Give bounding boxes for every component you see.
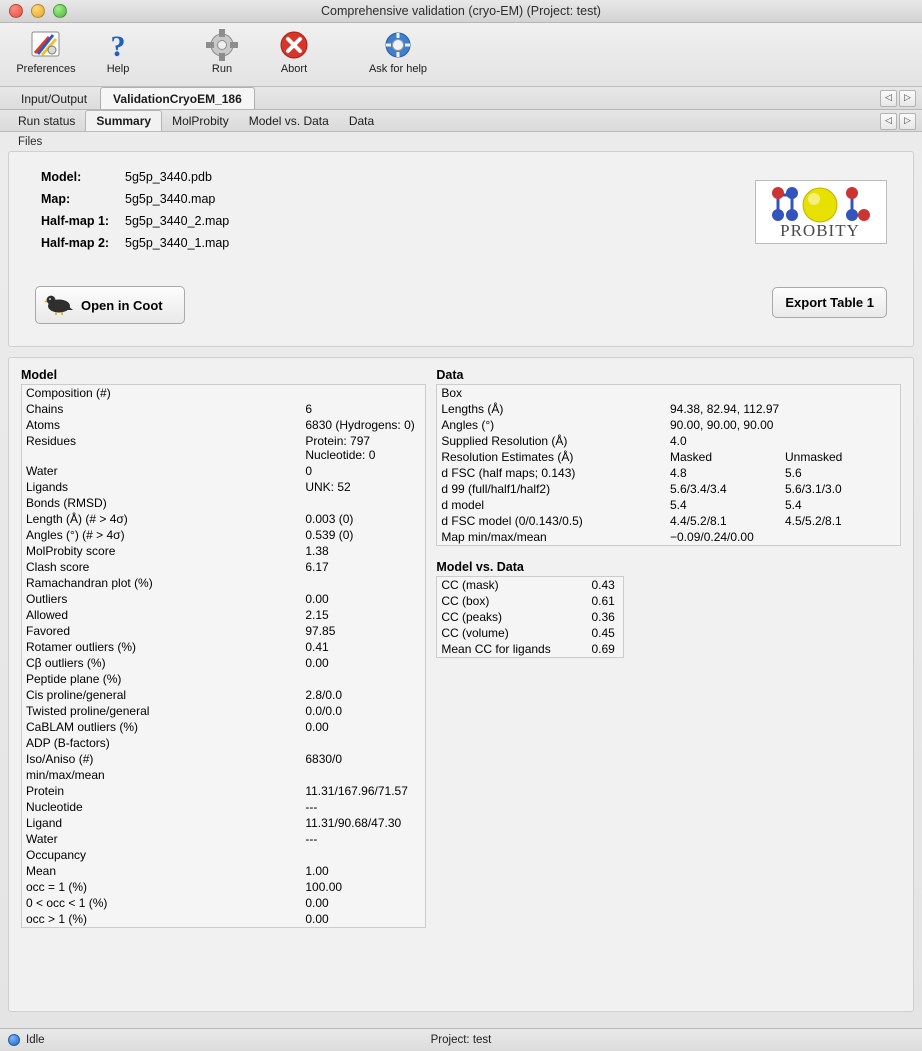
abort-button[interactable] xyxy=(258,26,330,75)
table-row xyxy=(22,495,426,511)
halfmap2-file-value: 5g5p_3440_1.map xyxy=(125,236,230,250)
row-label: Angles (°) (# > 4σ) xyxy=(26,528,125,542)
row-value: 100.00 xyxy=(305,880,343,894)
table-row xyxy=(22,417,426,433)
row-label: Favored xyxy=(26,624,71,638)
files-section-label: Files xyxy=(0,132,922,151)
row-value: 2.15 xyxy=(305,608,329,622)
row-label: Allowed xyxy=(26,608,69,622)
row-label: Map min/max/mean xyxy=(441,530,547,544)
row-value-masked xyxy=(670,385,785,402)
table-row xyxy=(437,481,901,497)
halfmap1-file-value: 5g5p_3440_2.map xyxy=(125,214,230,228)
row-label: occ = 1 (%) xyxy=(26,880,88,894)
row-label: Bonds (RMSD) xyxy=(26,496,107,510)
row-label: MolProbity score xyxy=(26,544,116,558)
row-label: CC (peaks) xyxy=(441,610,503,624)
model-table xyxy=(21,384,426,928)
preferences-label: Preferences xyxy=(16,63,76,75)
table-row xyxy=(22,639,426,655)
row-label: CC (mask) xyxy=(441,578,499,592)
row-label: CC (box) xyxy=(441,594,490,608)
table-row xyxy=(22,687,426,703)
row-value: 0 xyxy=(305,464,313,478)
status-text: Idle xyxy=(26,1034,45,1046)
row-value: 0.41 xyxy=(305,640,329,654)
table-row xyxy=(437,449,901,465)
preferences-button[interactable] xyxy=(10,26,82,75)
subtab-scroll-arrows[interactable] xyxy=(880,113,916,130)
row-value: 1.38 xyxy=(305,544,329,558)
row-label: Lengths (Å) xyxy=(441,402,504,416)
row-value-masked: 90.00, 90.00, 90.00 xyxy=(670,418,774,432)
toolbar xyxy=(0,23,922,87)
table-row xyxy=(22,847,426,863)
row-label: d model xyxy=(441,498,485,512)
row-label: Atoms xyxy=(26,418,61,432)
row-value: 6 xyxy=(305,402,313,416)
row-label: Residues xyxy=(26,434,77,448)
row-value-masked: −0.09/0.24/0.00 xyxy=(670,530,754,544)
row-label: Nucleotide xyxy=(26,800,83,814)
row-value xyxy=(305,495,426,511)
row-label: ADP (B-factors) xyxy=(26,736,110,750)
table-row xyxy=(22,591,426,607)
table-row xyxy=(22,671,426,687)
table-row xyxy=(22,735,426,751)
row-value xyxy=(305,767,426,783)
window-title: Comprehensive validation (cryo-EM) (Project: test) xyxy=(321,4,601,18)
row-value: 0.45 xyxy=(591,626,615,640)
halfmap1-file-label: Half-map 1: xyxy=(41,214,110,228)
row-label: Box xyxy=(441,386,463,400)
row-label: Chains xyxy=(26,402,64,416)
row-value: 0.36 xyxy=(591,610,615,624)
row-label: Iso/Aniso (#) xyxy=(26,752,94,766)
halfmap2-file-label: Half-map 2: xyxy=(41,236,110,250)
row-value-masked: 4.4/5.2/8.1 xyxy=(670,514,727,528)
subtab-data[interactable]: Data xyxy=(348,113,375,128)
row-value-masked: 94.38, 82.94, 112.97 xyxy=(670,402,780,416)
row-label: Protein xyxy=(26,784,65,798)
table-row xyxy=(22,575,426,591)
table-row xyxy=(22,703,426,719)
table-row xyxy=(22,607,426,623)
table-row xyxy=(22,479,426,495)
run-gear-icon xyxy=(186,28,258,62)
table-row xyxy=(437,417,901,433)
table-row xyxy=(22,511,426,527)
table-row xyxy=(437,433,901,449)
row-value: 97.85 xyxy=(305,624,336,638)
table-row xyxy=(437,465,901,481)
table-row xyxy=(437,513,901,529)
lifebuoy-icon xyxy=(362,28,434,62)
row-label: d 99 (full/half1/half2) xyxy=(441,482,551,496)
row-value-unmasked: 5.6 xyxy=(785,466,802,480)
sub-tab-bar xyxy=(0,110,922,132)
row-value xyxy=(305,847,426,863)
svg-text:PROBITY: PROBITY xyxy=(780,221,860,240)
row-label: Mean xyxy=(26,864,57,878)
row-label: d FSC (half maps; 0.143) xyxy=(441,466,576,480)
row-label: Rotamer outliers (%) xyxy=(26,640,137,654)
files-panel xyxy=(8,151,914,347)
row-value-unmasked: 5.6/3.1/3.0 xyxy=(785,482,842,496)
model-file-label: Model: xyxy=(41,170,82,184)
row-label: Twisted proline/general xyxy=(26,704,150,718)
row-label: Cis proline/general xyxy=(26,688,127,702)
row-value xyxy=(305,735,426,751)
row-label: Ligand xyxy=(26,816,63,830)
table-row xyxy=(437,593,624,609)
table-row xyxy=(437,497,901,513)
table-row xyxy=(22,879,426,895)
run-button[interactable] xyxy=(186,26,258,75)
table-row xyxy=(22,401,426,417)
row-value: 0.00 xyxy=(305,656,329,670)
data-column xyxy=(436,368,901,1001)
tab-scroll-arrows[interactable] xyxy=(880,90,916,107)
model-vs-data-title: Model vs. Data xyxy=(436,560,524,574)
row-value: 6830/0 xyxy=(305,752,343,766)
row-value: 0.00 xyxy=(305,592,329,606)
model-section-title: Model xyxy=(21,368,58,382)
row-value: 0.69 xyxy=(591,642,615,656)
table-row xyxy=(22,433,426,463)
table-row xyxy=(22,655,426,671)
row-label: Ramachandran plot (%) xyxy=(26,576,153,590)
row-value: Protein: 797 Nucleotide: 0 xyxy=(305,434,376,462)
table-row xyxy=(437,529,901,546)
data-section-title: Data xyxy=(436,368,464,382)
row-label: Peptide plane (%) xyxy=(26,672,122,686)
help-label: Help xyxy=(106,63,130,75)
row-label: Clash score xyxy=(26,560,90,574)
row-value-masked: 5.6/3.4/3.4 xyxy=(670,482,727,496)
row-value: 6.17 xyxy=(305,560,329,574)
statistics-panel xyxy=(8,357,914,1012)
row-label: 0 < occ < 1 (%) xyxy=(26,896,108,910)
subtab-scroll-left-icon[interactable]: ◁ xyxy=(880,113,897,130)
row-label: d FSC model (0/0.143/0.5) xyxy=(441,514,583,528)
open-in-coot-label: Open in Coot xyxy=(81,297,163,313)
row-value: 1.00 xyxy=(305,864,329,878)
row-value: 11.31/90.68/47.30 xyxy=(305,816,402,830)
row-value-unmasked xyxy=(785,385,901,402)
row-value: --- xyxy=(305,800,318,814)
subtab-molprobity[interactable]: MolProbity xyxy=(172,113,229,128)
table-row xyxy=(22,863,426,879)
table-row xyxy=(22,543,426,559)
section-spacer xyxy=(436,546,901,560)
abort-label: Abort xyxy=(280,63,308,75)
model-file-value: 5g5p_3440.pdb xyxy=(125,170,212,184)
molprobity-logo xyxy=(755,180,887,244)
run-label: Run xyxy=(211,63,233,75)
row-value: 6830 (Hydrogens: 0) xyxy=(305,418,415,432)
open-in-coot-button[interactable] xyxy=(35,286,185,324)
row-value: 0.00 xyxy=(305,912,329,926)
model-vs-data-table xyxy=(436,576,624,658)
tab-validation-cryoem[interactable]: ValidationCryoEM_186 xyxy=(100,87,255,109)
table-row xyxy=(22,559,426,575)
export-table-button[interactable]: Export Table 1 xyxy=(772,287,887,318)
table-row xyxy=(22,767,426,783)
row-value-masked: 4.8 xyxy=(670,466,687,480)
model-column xyxy=(21,368,426,1001)
row-label: Length (Å) (# > 4σ) xyxy=(26,512,128,526)
table-row xyxy=(437,609,624,625)
row-value: 0.43 xyxy=(591,578,615,592)
help-button[interactable] xyxy=(82,26,154,75)
row-value: 0.00 xyxy=(305,896,329,910)
table-row xyxy=(22,751,426,767)
row-label: Cβ outliers (%) xyxy=(26,656,106,670)
row-value: --- xyxy=(305,832,318,846)
row-value: 0.0/0.0 xyxy=(305,704,343,718)
table-row xyxy=(22,463,426,479)
table-row xyxy=(22,527,426,543)
subtab-model-vs-data[interactable]: Model vs. Data xyxy=(248,113,329,128)
row-label: Resolution Estimates (Å) xyxy=(441,450,574,464)
row-label: min/max/mean xyxy=(26,768,105,782)
row-label: Water xyxy=(26,464,58,478)
subtab-scroll-right-icon[interactable]: ▷ xyxy=(899,113,916,130)
row-value: 0.61 xyxy=(591,594,615,608)
subtab-summary[interactable]: Summary xyxy=(85,110,162,131)
tab-scroll-left-icon[interactable]: ◁ xyxy=(880,90,897,107)
status-project: Project: test xyxy=(430,1034,492,1046)
row-value: 11.31/167.96/71.57 xyxy=(305,784,408,798)
table-row xyxy=(22,911,426,928)
title-bar xyxy=(0,0,922,23)
table-row xyxy=(22,799,426,815)
row-label: Mean CC for ligands xyxy=(441,642,551,656)
table-row xyxy=(437,385,901,402)
row-label: Water xyxy=(26,832,58,846)
row-value: UNK: 52 xyxy=(305,480,351,494)
map-file-value: 5g5p_3440.map xyxy=(125,192,216,206)
ask-for-help-button[interactable] xyxy=(362,26,434,75)
row-value xyxy=(305,385,426,402)
column-header-unmasked: Unmasked xyxy=(785,450,843,464)
row-label: Outliers xyxy=(26,592,68,606)
table-row xyxy=(22,895,426,911)
row-value-unmasked: 5.4 xyxy=(785,498,802,512)
row-label: Composition (#) xyxy=(26,386,111,400)
row-value-masked: 4.0 xyxy=(670,434,687,448)
row-label: Supplied Resolution (Å) xyxy=(441,434,568,448)
column-header-masked: Masked xyxy=(670,450,713,464)
row-value-unmasked xyxy=(785,433,901,449)
main-content xyxy=(0,151,922,1028)
row-value xyxy=(305,575,426,591)
table-row xyxy=(22,719,426,735)
row-value xyxy=(305,671,426,687)
preferences-icon xyxy=(10,28,82,62)
table-row xyxy=(22,385,426,402)
table-row xyxy=(22,831,426,847)
row-value-unmasked: 4.5/5.2/8.1 xyxy=(785,514,842,528)
row-label: occ > 1 (%) xyxy=(26,912,88,926)
tab-scroll-right-icon[interactable]: ▷ xyxy=(899,90,916,107)
table-row xyxy=(437,401,901,417)
data-table xyxy=(436,384,901,546)
table-row xyxy=(437,625,624,641)
help-icon xyxy=(82,28,154,62)
row-value: 0.00 xyxy=(305,720,329,734)
table-row xyxy=(22,623,426,639)
table-row xyxy=(22,815,426,831)
ask-for-help-label: Ask for help xyxy=(368,63,428,75)
row-label: CaBLAM outliers (%) xyxy=(26,720,139,734)
row-value-masked: 5.4 xyxy=(670,498,687,512)
row-label: Ligands xyxy=(26,480,69,494)
row-label: Angles (°) xyxy=(441,418,495,432)
row-value: 0.003 (0) xyxy=(305,512,354,526)
table-row xyxy=(22,783,426,799)
row-value: 0.539 (0) xyxy=(305,528,354,542)
row-value: 2.8/0.0 xyxy=(305,688,343,702)
abort-icon xyxy=(258,28,330,62)
row-label: Occupancy xyxy=(26,848,87,862)
tab-input-output[interactable]: Input/Output xyxy=(21,91,88,106)
table-row xyxy=(437,641,624,658)
subtab-run-status[interactable]: Run status xyxy=(18,113,76,128)
status-bar xyxy=(0,1028,922,1051)
table-row xyxy=(437,577,624,594)
map-file-label: Map: xyxy=(41,192,71,206)
coot-bird-icon xyxy=(44,292,74,319)
svg-text:?: ? xyxy=(110,30,126,61)
main-tab-bar xyxy=(0,87,922,110)
row-label: CC (volume) xyxy=(441,626,509,640)
